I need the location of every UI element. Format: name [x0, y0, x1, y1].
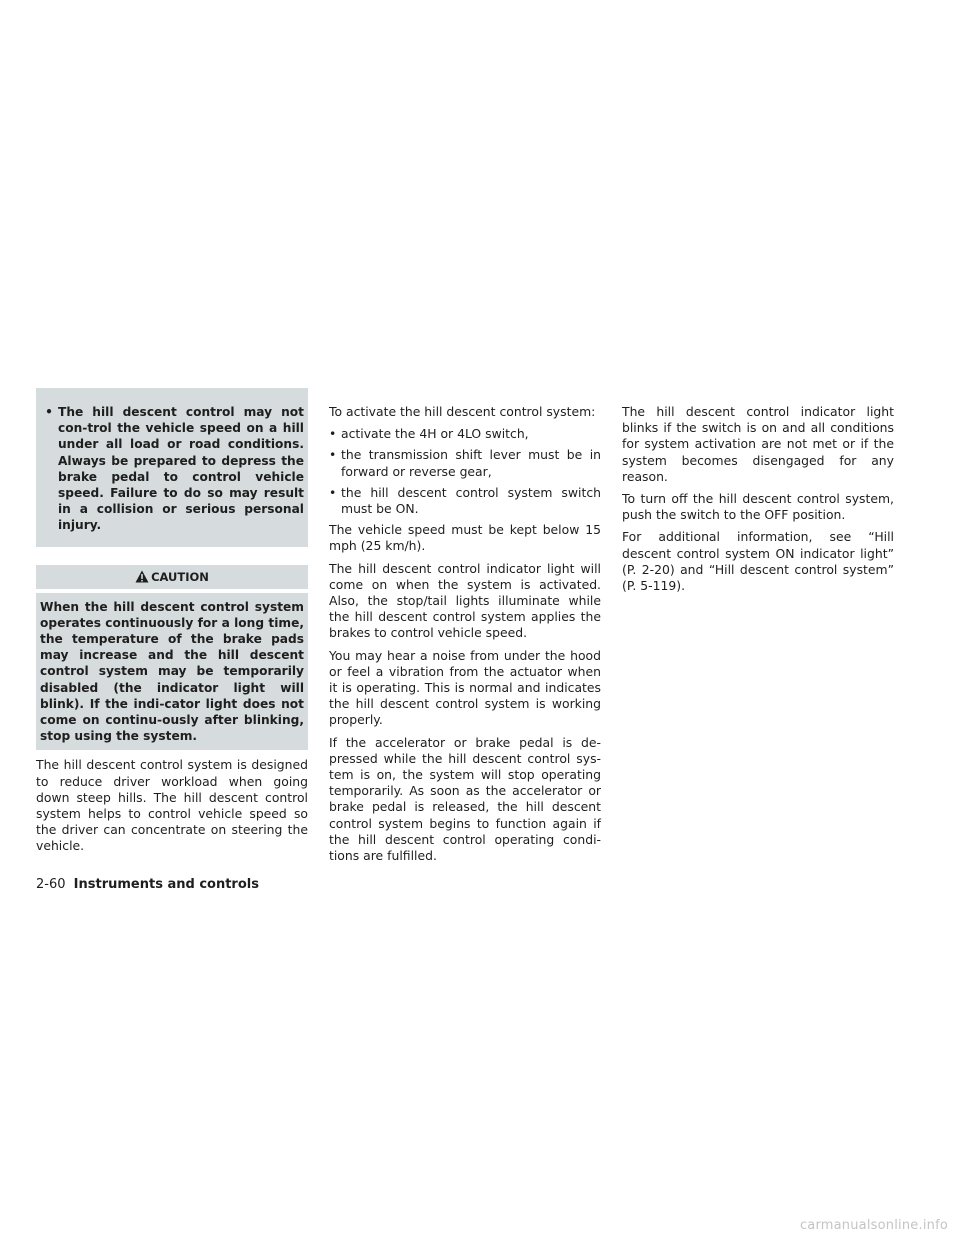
caution-label: CAUTION: [151, 569, 209, 584]
bullet: •: [45, 405, 53, 419]
warning-text: The hill descent control may not con-trol the vehicle speed on a hill under all load or road conditions. Always be prepared to depress the brake pedal to control vehicle speed. Failure to do so may result in a collision or serious personal injury.: [58, 405, 304, 533]
paragraph: To activate the hill descent control system:: [329, 404, 596, 419]
column-middle: [329, 404, 601, 870]
paragraph: You may hear a noise from under the hood or feel a vibration from the actuator when it is operating. This is normal and indicates the hill descent control system is working properly.: [329, 647, 601, 728]
bullet: •: [329, 484, 337, 500]
section-title: Instruments and controls: [73, 877, 259, 892]
paragraph: The vehicle speed must be kept below 15 mph (25 km/h).: [329, 522, 601, 554]
page-footer: [36, 876, 259, 894]
list-item: [329, 426, 601, 442]
list-item: [329, 485, 601, 517]
paragraph: To turn off the hill descent control system, push the switch to the OFF position.: [622, 491, 894, 523]
bullet: •: [329, 426, 337, 442]
column-right: [622, 404, 894, 600]
paragraph: The hill descent control indicator light will come on when the system is activated. Also, the stop/tail lights illuminate while the hill descent control system applies the brakes to control vehicle speed.: [329, 560, 601, 641]
list-item-text: activate the 4H or 4LO switch,: [341, 426, 529, 442]
caution-body: When the hill descent control system operates continuously for a long time, the temperature of the brake pads may increase and the hill descent control system may be temporarily disabled (the indicator light will blink). If the indi-cator light does not come on continu-ously after blinking, stop using the system.: [36, 593, 308, 751]
watermark: carmanualsonline.info: [799, 1218, 948, 1233]
paragraph: For additional information, see “Hill descent control system ON indicator light” (P. 2-20) and “Hill descent control system” (P. 5-119).: [622, 529, 894, 594]
warning-item: [40, 404, 304, 534]
caution-triangle-icon: [135, 570, 149, 583]
paragraph: The hill descent control indicator light blinks if the switch is on and all conditions for system activation are not met or if the system becomes disengaged for any reason.: [622, 404, 894, 484]
list-item-text: the transmission shift lever must be in forward or reverse gear,: [341, 447, 601, 479]
paragraph: The hill descent control system is designed to reduce driver workload when going down steep hills. The hill descent control system helps to control vehicle speed so the driver can concentrate on steering the vehicle.: [36, 757, 308, 854]
column-left: [36, 404, 308, 861]
caution-heading: [36, 565, 308, 589]
paragraph: If the accelerator or brake pedal is de-pressed while the hill descent control sys-tem is on, the system will stop operating temporarily. As soon as the accelerator or brake pedal is released, the hill descent control system begins to function again if the hill descent control operating condi-tions are fulfilled.: [329, 734, 601, 864]
warning-box: [36, 388, 308, 547]
bullet: •: [329, 447, 337, 463]
list-item: [329, 447, 601, 479]
list-item-text: the hill descent control system switch must be ON.: [341, 484, 601, 517]
page-number: 2-60: [36, 877, 66, 892]
